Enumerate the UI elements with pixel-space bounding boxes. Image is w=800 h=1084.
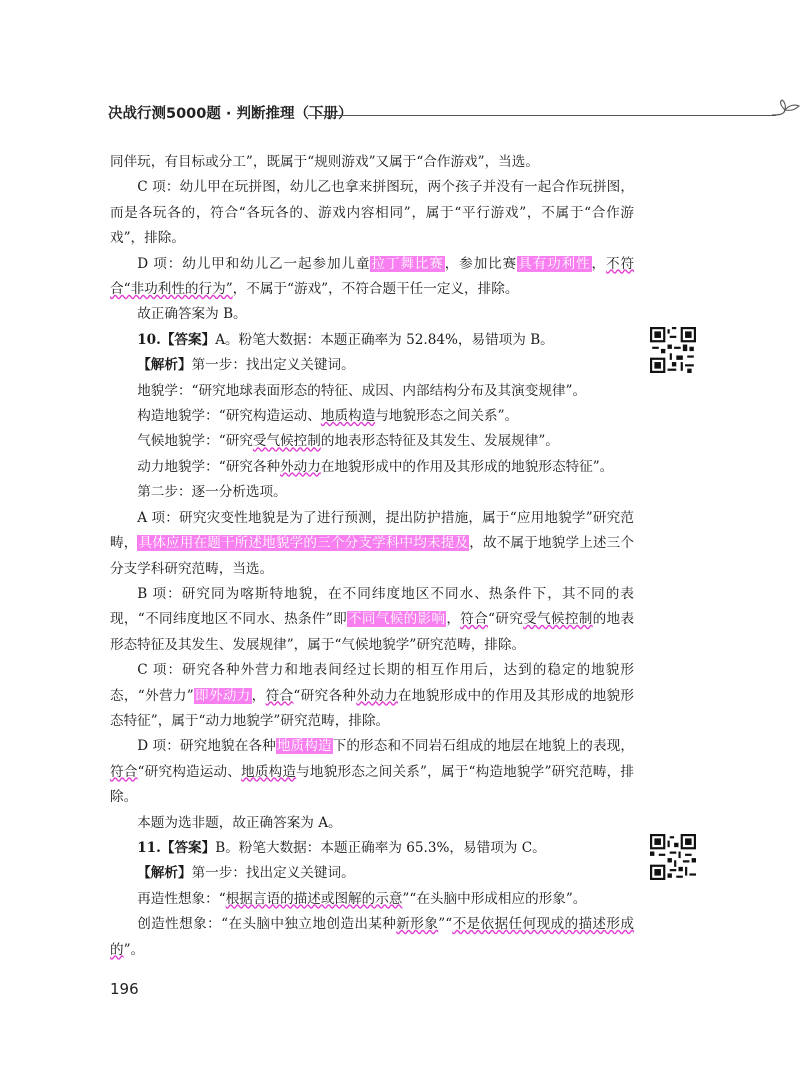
text-line: 与地貌形态之间关系”，属于“构造地貌学”研究范畴，排除。 [110,763,635,806]
highlight: 不同气候的影响 [347,611,446,628]
answer-label: 11.【答案】 [137,839,216,856]
paragraph-definition [110,455,634,480]
text-line: C 项：幼儿甲在玩拼图，幼儿乙也拿来拼图玩，两个孩子并没有一起合作玩拼图，而是各玩各的，符合“各玩各的、游戏内容相同”，属于“平行游戏”，不属于“合作游戏”，排除。 [110,179,634,247]
underline: 根据言语的描述或图解的示意 [225,890,403,907]
text-line: ， [591,255,606,272]
book-title: 决战行测5000题 · 判断推理（下册） [108,106,353,122]
text-line: ，故不属于地貌学上述三个分支学科研究范畴，当选。 [110,535,635,577]
text-line: C 项：研究各种外营力和地表间经过长期的相互作用后，达到的稳定的地貌形态，“外营力” [110,662,634,704]
text-line: 在地貌形成中的作用及其形成的地貌形态特征”。 [320,458,614,475]
text-line: ， [251,687,266,704]
paragraph-option-c [110,175,634,251]
page-header [108,104,708,130]
analysis-label: 【解析】 [137,865,192,882]
paragraph [110,150,634,175]
highlight: 具体应用在题干所述地貌学的三个分支学科中均未提及 [138,535,469,552]
text-line: 的地表形态特征及其发生、发展规律”，属于“气候地貌学”研究范畴，排除。 [110,611,635,653]
text-line: 与地貌形态之间关系”。 [375,408,519,425]
text-line: A。粉笔大数据：本题正确率为 52.84%，易错项为 B。 [215,331,554,348]
text-line: A 项：研究灾变性地貌是为了进行预测，提出防护措施，属于“应用地貌学”研究范畴， [110,509,634,552]
paragraph-definition [110,887,634,912]
sprout-icon [768,98,800,122]
qr-code-icon[interactable] [650,834,696,880]
answer-explanation-body [110,150,634,963]
text-line: ，参加比赛 [444,255,518,272]
paragraph-option-d [110,252,634,303]
highlight: 拉丁舞比赛 [371,255,444,272]
paragraph-option-d [110,734,634,810]
paragraph-definition [110,404,634,429]
underline: 地质构造 [241,763,297,780]
underline: 新形象 [396,916,439,933]
highlight: 即外动力 [194,687,251,704]
text-line: 第二步：逐一分析选项。 [137,484,287,501]
paragraph-definition [110,429,634,454]
text-line: 第一步：找出定义关键词。 [191,357,355,374]
text-line: D 项：研究地貌在各种 [137,738,276,755]
underline: 外动力 [280,458,321,475]
text-line: 再造性想象：“ [137,890,226,907]
text-line: 同伴玩，有目标或分工”，既属于“规则游戏”又属于“合作游戏”，当选。 [110,154,539,170]
text-line: 第一步：找出定义关键词。 [191,865,355,882]
answer-label: 10.【答案】 [137,331,216,348]
text-line: B 项：研究同为喀斯特地貌，在不同纬度地区不同水、热条件下，其不同的表现，“不同纬度地区不同水、热条件”即 [110,585,634,628]
underline: 外动力 [356,687,398,704]
paragraph-analysis [110,861,634,886]
underline: 符合 [265,687,294,704]
text-line: 的地表形态特征及其发生、发展规律”。 [320,433,559,450]
paragraph-option-c [110,658,634,734]
paragraph-analysis [110,353,634,378]
paragraph-definition [110,912,634,963]
header-rule [308,115,776,116]
paragraph-definition [110,379,634,404]
highlight: 地质构造 [276,738,332,755]
paragraph-option-a [110,506,634,582]
qr-code-icon[interactable] [650,327,696,373]
text-line: “研究构造运动、 [137,763,242,780]
paragraph-option-b [110,582,634,658]
text-line: 动力地貌学：“研究各种 [137,458,281,475]
question-11-answer [110,836,634,861]
text-line: “研究各种 [293,687,357,704]
underline: 受气候控制 [252,433,321,450]
text-line: ， [446,611,461,628]
text-line: ”。 [123,941,145,958]
text-line: 构造地貌学：“研究构造运动、 [137,408,321,425]
underline: 符合 [460,611,489,628]
text-line: 本题为选非题，故正确答案为 A。 [137,814,342,831]
text-line: B。粉笔大数据：本题正确率为 65.3%，易错项为 C。 [215,839,546,856]
paragraph-conclusion [110,811,634,836]
text-line: ，不属于“游戏”，不符合题干任一定义，排除。 [232,281,519,298]
text-line: ”“ [438,916,453,933]
text-line: D 项：幼儿甲和幼儿乙一起参加儿童 [137,255,371,272]
highlight: 具有功利性 [518,255,591,272]
page-number: 196 [110,980,139,998]
text-line: 下的形态和不同岩石组成的地层在地貌上的表现， [332,738,634,755]
underline: 受气候控制 [523,611,593,628]
text-line: “研究 [488,611,524,628]
paragraph-conclusion [110,302,634,327]
question-10-answer [110,328,634,353]
text-line: 地貌学：“研究地球表面形态的特征、成因、内部结构分布及其演变规律”。 [137,382,587,399]
analysis-label: 【解析】 [137,357,192,374]
underline: 不符合“非功利性的行为” [110,255,635,298]
paragraph-step-two [110,480,634,505]
text-line: 气候地貌学：“研究 [137,433,253,450]
text-line: 创造性想象：“在头脑中独立地创造出某种 [137,916,397,933]
underline: 符合 [110,763,138,780]
text-line: ”“在头脑中形成相应的形象”。 [402,890,587,907]
text-line: 在地貌形成中的作用及其形成的地貌形态特征”，属于“动力地貌学”研究范畴，排除。 [110,687,635,729]
underline: 地质构造 [320,408,376,425]
text-line: 故正确答案为 B。 [137,306,247,323]
underline: 不是依据任何现成的描述形成的 [110,916,635,958]
